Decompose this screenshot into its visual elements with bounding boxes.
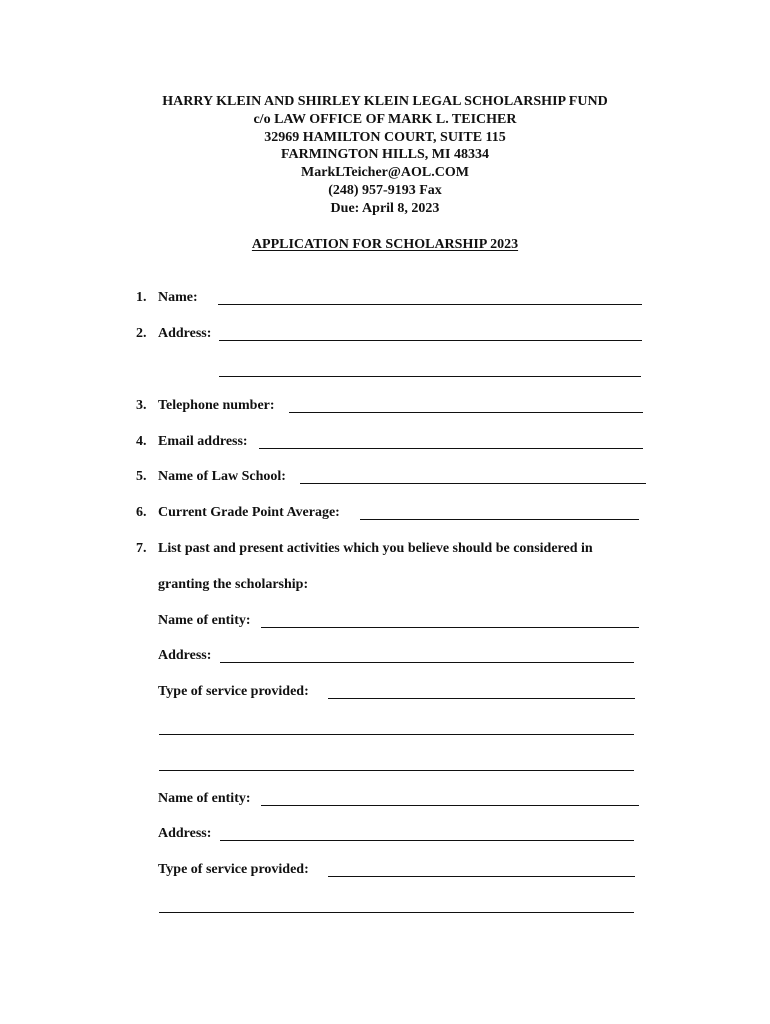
- address-field-line-2[interactable]: [219, 361, 641, 377]
- entity-address-field[interactable]: [220, 647, 634, 663]
- fund-header: [0, 93, 770, 218]
- street-address: 32969 HAMILTON COURT, SUITE 115: [264, 129, 506, 145]
- fund-name: HARRY KLEIN AND SHIRLEY KLEIN LEGAL SCHOLARSHIP FUND: [162, 94, 608, 109]
- name-field[interactable]: [218, 289, 642, 305]
- email-label: Email address:: [158, 434, 248, 449]
- telephone-label: Telephone number:: [158, 398, 275, 413]
- telephone-field[interactable]: [289, 397, 643, 413]
- address-label: Address:: [158, 326, 212, 341]
- item-number: 7.: [136, 541, 147, 556]
- form-title: [0, 236, 770, 253]
- item-number: 2.: [136, 326, 147, 341]
- service-type-label: Type of service provided:: [158, 862, 309, 877]
- entity-name-field[interactable]: [261, 612, 639, 628]
- activities-prompt-continued: granting the scholarship:: [158, 577, 309, 592]
- city-state-zip: FARMINGTON HILLS, MI 48334: [281, 147, 489, 163]
- service-description-line[interactable]: [159, 755, 634, 771]
- entity-address-field[interactable]: [220, 825, 634, 841]
- law-school-label: Name of Law School:: [158, 469, 286, 484]
- fax-number: (248) 957-9193 Fax: [328, 182, 442, 198]
- service-description-line[interactable]: [159, 897, 634, 913]
- form-title-text: APPLICATION FOR SCHOLARSHIP 2023: [251, 237, 519, 252]
- service-type-label: Type of service provided:: [158, 684, 309, 699]
- entity-label: Name of entity:: [158, 613, 251, 628]
- address-field[interactable]: [219, 325, 642, 341]
- email-field[interactable]: [259, 433, 643, 449]
- activities-prompt: List past and present activities which you believe should be considered in: [158, 541, 593, 556]
- entity-name-field[interactable]: [261, 790, 639, 806]
- service-description-line[interactable]: [159, 719, 634, 735]
- contact-email: MarkLTeicher@AOL.COM: [301, 165, 469, 181]
- gpa-field[interactable]: [360, 504, 639, 520]
- item-number: 3.: [136, 398, 147, 413]
- law-school-field[interactable]: [300, 468, 646, 484]
- item-number: 5.: [136, 469, 147, 484]
- item-number: 4.: [136, 434, 147, 449]
- gpa-label: Current Grade Point Average:: [158, 505, 340, 520]
- entity-address-label: Address:: [158, 648, 212, 663]
- entity-label: Name of entity:: [158, 791, 251, 806]
- item-number: 1.: [136, 290, 147, 305]
- due-date: Due: April 8, 2023: [330, 200, 440, 216]
- item-number: 6.: [136, 505, 147, 520]
- service-type-field[interactable]: [328, 683, 635, 699]
- name-label: Name:: [158, 290, 198, 305]
- entity-address-label: Address:: [158, 826, 212, 841]
- service-type-field[interactable]: [328, 861, 635, 877]
- care-of-line: c/o LAW OFFICE OF MARK L. TEICHER: [253, 111, 517, 127]
